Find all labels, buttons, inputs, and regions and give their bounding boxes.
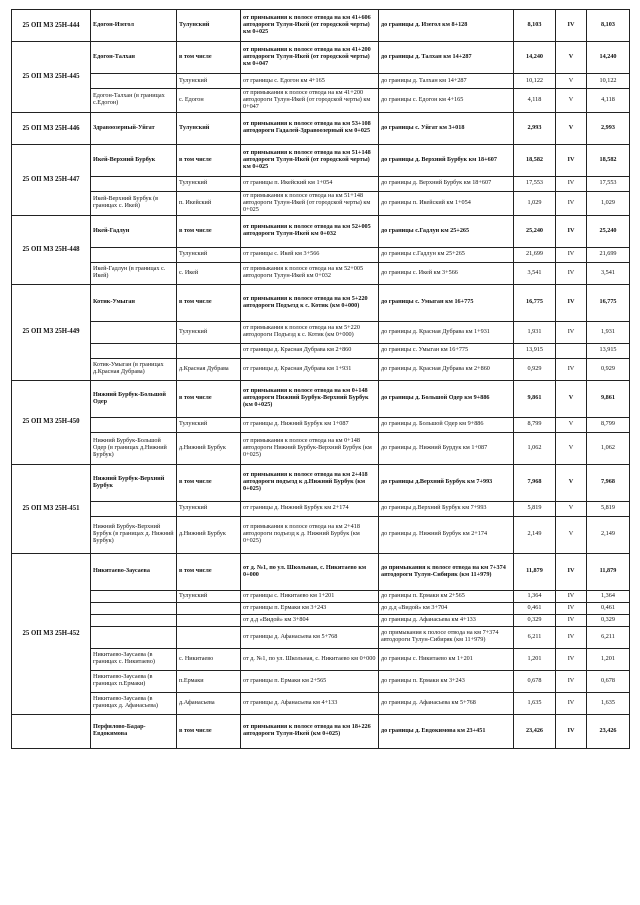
end-point-cell: до границы д. Талхан км 14+287: [379, 74, 514, 89]
end-point-cell: до границы с.Гадлун км 25+265: [379, 215, 514, 247]
total-length-cell: 25,240: [587, 215, 630, 247]
road-code-cell: 25 ОП МЗ 25Н-445: [12, 42, 91, 113]
category-cell: IV: [556, 191, 587, 215]
category-cell: IV: [556, 262, 587, 284]
start-point-cell: от границы д. Красная Дубрава км 2+860: [241, 343, 379, 358]
category-cell: IV: [556, 590, 587, 602]
end-point-cell: до границы д. Талхан км 14+287: [379, 42, 514, 74]
road-sub-row: [12, 262, 630, 284]
road-name-cell: Икей-Верхний Бурбук: [91, 144, 177, 176]
district-cell: в том числе: [177, 380, 241, 417]
category-cell: IV: [556, 358, 587, 380]
start-point-cell: от границы д. Афанасьева км 4+133: [241, 692, 379, 714]
road-sub-row: [12, 692, 630, 714]
category-cell: V: [556, 74, 587, 89]
road-code-cell: 25 ОП МЗ 25Н-447: [12, 144, 91, 215]
start-point-cell: от примыкания к полосе отвода на км 0+148 автодороги Нижний Бурбук-Верхний Бурбук (км 0+025): [241, 380, 379, 417]
end-point-cell: до границы д. Красная Дубрава км 1+931: [379, 321, 514, 343]
length-cell: 1,062: [514, 432, 556, 464]
road-sub-row: [12, 343, 630, 358]
total-length-cell: 18,582: [587, 144, 630, 176]
start-point-cell: от примыкания к полосе отвода на км 51+148 автодороги Тулун-Икей (от городской черты) км 0+025: [241, 144, 379, 176]
length-cell: 7,968: [514, 464, 556, 501]
road-name-cell: Икей-Гадлун (в границах с. Икей): [91, 262, 177, 284]
road-main-row: [12, 380, 630, 417]
district-cell: Тулунский: [177, 417, 241, 432]
category-cell: IV: [556, 692, 587, 714]
length-cell: 16,775: [514, 284, 556, 321]
roads-table: [11, 9, 630, 749]
category-cell: IV: [556, 648, 587, 670]
category-cell: V: [556, 380, 587, 417]
total-length-cell: 14,240: [587, 42, 630, 74]
district-cell: в том числе: [177, 215, 241, 247]
length-cell: 8,799: [514, 417, 556, 432]
road-sub-row: [12, 432, 630, 464]
start-point-cell: от границы с. Икей км 3+566: [241, 247, 379, 262]
total-length-cell: 1,931: [587, 321, 630, 343]
total-length-cell: 2,993: [587, 112, 630, 144]
district-cell: п. Икейский: [177, 191, 241, 215]
district-cell: в том числе: [177, 464, 241, 501]
length-cell: 13,915: [514, 343, 556, 358]
district-cell: в том числе: [177, 553, 241, 590]
category-cell: IV: [556, 321, 587, 343]
district-cell: Тулунский: [177, 176, 241, 191]
road-name-cell: [91, 602, 177, 614]
road-sub-row: [12, 501, 630, 516]
total-length-cell: 1,364: [587, 590, 630, 602]
category-cell: [556, 343, 587, 358]
length-cell: 3,541: [514, 262, 556, 284]
total-length-cell: 3,541: [587, 262, 630, 284]
district-cell: [177, 602, 241, 614]
road-name-cell: Икей-Гадлун: [91, 215, 177, 247]
category-cell: V: [556, 516, 587, 553]
road-name-cell: Здравоозерный-Уйгат: [91, 112, 177, 144]
district-cell: д.Нижний Бурбук: [177, 516, 241, 553]
end-point-cell: до границы с. Никитаево км 1+201: [379, 648, 514, 670]
road-sub-row: [12, 191, 630, 215]
total-length-cell: 11,879: [587, 553, 630, 590]
total-length-cell: 8,103: [587, 10, 630, 42]
road-name-cell: [91, 417, 177, 432]
district-cell: Тулунский: [177, 321, 241, 343]
end-point-cell: до границы д. Большой Одер км 9+886: [379, 380, 514, 417]
district-cell: в том числе: [177, 714, 241, 748]
end-point-cell: до примыкания к полосе отвода на км 7+374 автодороги Тулун-Сибиряк (км 11+979): [379, 553, 514, 590]
category-cell: V: [556, 501, 587, 516]
end-point-cell: до примыкания к полосе отвода на км 7+374 автодороги Тулун-Сибиряк (км 11+979): [379, 626, 514, 648]
road-name-cell: Нижний Бурбук-Верхний Бурбук: [91, 464, 177, 501]
road-name-cell: Никитаево-Заусаева (в границах п.Ермаки): [91, 670, 177, 692]
total-length-cell: 23,426: [587, 714, 630, 748]
total-length-cell: 1,201: [587, 648, 630, 670]
start-point-cell: от примыкания к полосе отвода на км 0+148 автодороги Нижний Бурбук-Верхний Бурбук (км 0+025): [241, 432, 379, 464]
road-main-row: [12, 464, 630, 501]
total-length-cell: 13,915: [587, 343, 630, 358]
district-cell: Тулунский: [177, 74, 241, 89]
end-point-cell: до границы п. Ермаки км 2+565: [379, 590, 514, 602]
road-sub-row: [12, 74, 630, 89]
length-cell: 5,819: [514, 501, 556, 516]
end-point-cell: до границы д.Верхний Бурбук км 7+993: [379, 501, 514, 516]
total-length-cell: 0,678: [587, 670, 630, 692]
road-sub-row: [12, 89, 630, 113]
total-length-cell: 8,799: [587, 417, 630, 432]
end-point-cell: до границы д.Верхний Бурбук км 7+993: [379, 464, 514, 501]
start-point-cell: от д.д «Видой» км 3+804: [241, 614, 379, 626]
category-cell: IV: [556, 626, 587, 648]
start-point-cell: от примыкания к полосе отвода на км 2+418 автодороги подъезд к д.Нижний Бурбук (км 0+025): [241, 464, 379, 501]
length-cell: 18,582: [514, 144, 556, 176]
road-name-cell: [91, 590, 177, 602]
district-cell: [177, 614, 241, 626]
category-cell: V: [556, 112, 587, 144]
category-cell: IV: [556, 176, 587, 191]
road-name-cell: [91, 74, 177, 89]
district-cell: Тулунский: [177, 112, 241, 144]
road-name-cell: Котик-Умыган (в границах д.Красная Дубрава): [91, 358, 177, 380]
category-cell: V: [556, 42, 587, 74]
road-name-cell: Едогон-Талхан: [91, 42, 177, 74]
road-sub-row: [12, 590, 630, 602]
start-point-cell: от границы д. Красная Дубрава км 1+931: [241, 358, 379, 380]
road-code-cell: 25 ОП МЗ 25Н-451: [12, 464, 91, 553]
length-cell: 1,364: [514, 590, 556, 602]
district-cell: с. Едогон: [177, 89, 241, 113]
road-code-cell: 25 ОП МЗ 25Н-449: [12, 284, 91, 380]
road-sub-row: [12, 602, 630, 614]
road-name-cell: Нижний Бурбук-Большой Одер (в границах д.Нижний Бурбук): [91, 432, 177, 464]
road-code-cell: [12, 714, 91, 748]
total-length-cell: 7,968: [587, 464, 630, 501]
end-point-cell: до границы с. Умыган км 16+775: [379, 343, 514, 358]
total-length-cell: 21,699: [587, 247, 630, 262]
category-cell: IV: [556, 215, 587, 247]
category-cell: V: [556, 89, 587, 113]
district-cell: в том числе: [177, 144, 241, 176]
start-point-cell: от примыкания к полосе отвода на км 52+005 автодороги Тулун-Икей км 0+032: [241, 262, 379, 284]
start-point-cell: от д. №1, по ул. Школьная, с. Никитаево км 0+000: [241, 553, 379, 590]
road-code-cell: 25 ОП МЗ 25Н-448: [12, 215, 91, 284]
district-cell: с. Никитаево: [177, 648, 241, 670]
district-cell: [177, 626, 241, 648]
road-sub-row: [12, 614, 630, 626]
length-cell: 10,122: [514, 74, 556, 89]
category-cell: IV: [556, 602, 587, 614]
road-sub-row: [12, 626, 630, 648]
length-cell: 2,149: [514, 516, 556, 553]
total-length-cell: 5,819: [587, 501, 630, 516]
road-name-cell: [91, 343, 177, 358]
end-point-cell: до границы д. Евдокимова км 23+451: [379, 714, 514, 748]
category-cell: IV: [556, 284, 587, 321]
district-cell: д.Красная Дубрава: [177, 358, 241, 380]
length-cell: 23,426: [514, 714, 556, 748]
end-point-cell: до границы д. Верхний Бурбук км 18+607: [379, 144, 514, 176]
start-point-cell: от примыкания к полосе отвода на км 41+606 автодороги Тулун-Икей (от городской черты) км 0+025: [241, 10, 379, 42]
length-cell: 6,211: [514, 626, 556, 648]
road-main-row: [12, 144, 630, 176]
road-sub-row: [12, 247, 630, 262]
length-cell: 8,103: [514, 10, 556, 42]
road-main-row: [12, 215, 630, 247]
road-name-cell: [91, 614, 177, 626]
start-point-cell: от примыкания к полосе отвода на км 41+200 автодороги Тулун-Икей (от городской черты) км 0+047: [241, 89, 379, 113]
end-point-cell: до границы д. Афанасьева км 5+768: [379, 692, 514, 714]
total-length-cell: 16,775: [587, 284, 630, 321]
end-point-cell: до границы д. Верхний Бурбук км 18+607: [379, 176, 514, 191]
category-cell: IV: [556, 614, 587, 626]
start-point-cell: от примыкания к полосе отвода на км 5+220 автодороги Подъезд к с. Котик (км 0+000): [241, 321, 379, 343]
start-point-cell: от примыкания к полосе отвода на км 53+108 автодороги Гадалей-Здравоозерный км 0+025: [241, 112, 379, 144]
length-cell: 0,678: [514, 670, 556, 692]
start-point-cell: от границы п. Ермаки км 3+243: [241, 602, 379, 614]
end-point-cell: до границы с. Умыган км 16+775: [379, 284, 514, 321]
end-point-cell: до границы с. Едогон км 4+165: [379, 89, 514, 113]
total-length-cell: 9,861: [587, 380, 630, 417]
road-code-cell: 25 ОП МЗ 25Н-446: [12, 112, 91, 144]
category-cell: IV: [556, 247, 587, 262]
end-point-cell: до границы п. Икейский км 1+054: [379, 191, 514, 215]
start-point-cell: от границы д. Афанасьева км 5+768: [241, 626, 379, 648]
total-length-cell: 1,029: [587, 191, 630, 215]
length-cell: 1,931: [514, 321, 556, 343]
road-main-row: [12, 10, 630, 42]
road-name-cell: Никитаево-Заусаева: [91, 553, 177, 590]
length-cell: 11,879: [514, 553, 556, 590]
road-name-cell: Перфилово-Бадар-Евдокимова: [91, 714, 177, 748]
length-cell: 1,201: [514, 648, 556, 670]
road-name-cell: Икей-Верхний Бурбук (в границах с. Икей): [91, 191, 177, 215]
road-name-cell: [91, 626, 177, 648]
category-cell: IV: [556, 553, 587, 590]
start-point-cell: от примыкания к полосе отвода на км 18+226 автодороги Тулун-Икей (км 0+025): [241, 714, 379, 748]
road-name-cell: Нижний Бурбук-Большой Одер: [91, 380, 177, 417]
district-cell: Тулунский: [177, 247, 241, 262]
road-name-cell: Нижний Бурбук-Верхний Бурбук (в границах д. Нижний Бурбук): [91, 516, 177, 553]
length-cell: 17,553: [514, 176, 556, 191]
total-length-cell: 6,211: [587, 626, 630, 648]
total-length-cell: 0,329: [587, 614, 630, 626]
road-name-cell: [91, 501, 177, 516]
end-point-cell: до границы д. Нижний Бурбук км 2+174: [379, 516, 514, 553]
district-cell: д.Нижний Бурбук: [177, 432, 241, 464]
road-name-cell: [91, 321, 177, 343]
start-point-cell: от границы с. Едогон км 4+165: [241, 74, 379, 89]
length-cell: 0,461: [514, 602, 556, 614]
road-sub-row: [12, 358, 630, 380]
start-point-cell: от примыкания к полосе отвода на км 52+005 автодороги Тулун-Икей км 0+032: [241, 215, 379, 247]
end-point-cell: до границы с. Икей км 3+566: [379, 262, 514, 284]
length-cell: 0,329: [514, 614, 556, 626]
total-length-cell: 2,149: [587, 516, 630, 553]
length-cell: 2,993: [514, 112, 556, 144]
category-cell: V: [556, 417, 587, 432]
road-sub-row: [12, 417, 630, 432]
start-point-cell: от примыкания к полосе отвода на км 41+200 автодороги Тулун-Икей (от городской черты) км 0+047: [241, 42, 379, 74]
district-cell: п.Ермаки: [177, 670, 241, 692]
length-cell: 1,029: [514, 191, 556, 215]
road-name-cell: Никитаево-Заусаева (в границах с. Никитаево): [91, 648, 177, 670]
road-main-row: [12, 42, 630, 74]
end-point-cell: до границы п. Ермаки км 3+243: [379, 670, 514, 692]
road-main-row: [12, 284, 630, 321]
start-point-cell: от примыкания к полосе отвода на км 2+418 автодороги подъезд к д. Нижний Бурбук (км 0+025): [241, 516, 379, 553]
total-length-cell: 1,635: [587, 692, 630, 714]
start-point-cell: от границы п. Ермаки км 2+565: [241, 670, 379, 692]
start-point-cell: от д. №1, по ул. Школьная, с. Никитаево км 0+000: [241, 648, 379, 670]
road-main-row: [12, 714, 630, 748]
road-code-cell: 25 ОП МЗ 25Н-444: [12, 10, 91, 42]
length-cell: 1,635: [514, 692, 556, 714]
category-cell: IV: [556, 10, 587, 42]
road-sub-row: [12, 648, 630, 670]
length-cell: 9,861: [514, 380, 556, 417]
total-length-cell: 10,122: [587, 74, 630, 89]
district-cell: Тулунский: [177, 10, 241, 42]
start-point-cell: от примыкания к полосе отвода на км 51+148 автодороги Тулун-Икей (от городской черты) км 0+025: [241, 191, 379, 215]
end-point-cell: до границы с. Уйгат км 3+018: [379, 112, 514, 144]
length-cell: 21,699: [514, 247, 556, 262]
district-cell: Тулунский: [177, 501, 241, 516]
road-sub-row: [12, 176, 630, 191]
road-main-row: [12, 553, 630, 590]
category-cell: IV: [556, 714, 587, 748]
end-point-cell: до границы д. Большой Одер км 9+886: [379, 417, 514, 432]
road-name-cell: [91, 176, 177, 191]
road-name-cell: [91, 247, 177, 262]
category-cell: V: [556, 432, 587, 464]
start-point-cell: от границы п. Икейский км 1+054: [241, 176, 379, 191]
start-point-cell: от примыкания к полосе отвода на км 5+220 автодороги Подъезд к с. Котик (км 0+000): [241, 284, 379, 321]
category-cell: IV: [556, 144, 587, 176]
end-point-cell: до границы д. Афанасьева км 4+133: [379, 614, 514, 626]
road-code-cell: 25 ОП МЗ 25Н-452: [12, 553, 91, 714]
start-point-cell: от границы д. Нижний Бурбук км 2+174: [241, 501, 379, 516]
total-length-cell: 0,929: [587, 358, 630, 380]
start-point-cell: от границы д. Нижний Бурбук км 1+087: [241, 417, 379, 432]
district-cell: Тулунский: [177, 590, 241, 602]
road-name-cell: Котик-Умыган: [91, 284, 177, 321]
district-cell: с. Икей: [177, 262, 241, 284]
length-cell: 4,118: [514, 89, 556, 113]
end-point-cell: до границы д. Красная Дубрава км 2+860: [379, 358, 514, 380]
total-length-cell: 4,118: [587, 89, 630, 113]
start-point-cell: от границы с. Никитаево км 1+201: [241, 590, 379, 602]
total-length-cell: 0,461: [587, 602, 630, 614]
district-cell: в том числе: [177, 42, 241, 74]
total-length-cell: 17,553: [587, 176, 630, 191]
district-cell: [177, 343, 241, 358]
end-point-cell: до д.д «Видой» км 3+704: [379, 602, 514, 614]
road-code-cell: 25 ОП МЗ 25Н-450: [12, 380, 91, 464]
road-name-cell: Никитаево-Заусаева (в границах д. Афанасьева): [91, 692, 177, 714]
road-name-cell: Едогон-Изегол: [91, 10, 177, 42]
category-cell: V: [556, 464, 587, 501]
road-sub-row: [12, 321, 630, 343]
road-sub-row: [12, 670, 630, 692]
road-sub-row: [12, 516, 630, 553]
district-cell: д.Афанасьева: [177, 692, 241, 714]
road-name-cell: Едогон-Талхан (в границах с.Едогон): [91, 89, 177, 113]
end-point-cell: до границы д. Нижний Бурдук км 1+087: [379, 432, 514, 464]
end-point-cell: до границы с.Гадлун км 25+265: [379, 247, 514, 262]
length-cell: 0,929: [514, 358, 556, 380]
district-cell: в том числе: [177, 284, 241, 321]
road-main-row: [12, 112, 630, 144]
total-length-cell: 1,062: [587, 432, 630, 464]
length-cell: 14,240: [514, 42, 556, 74]
end-point-cell: до границы д. Изегол км 8+128: [379, 10, 514, 42]
length-cell: 25,240: [514, 215, 556, 247]
category-cell: IV: [556, 670, 587, 692]
